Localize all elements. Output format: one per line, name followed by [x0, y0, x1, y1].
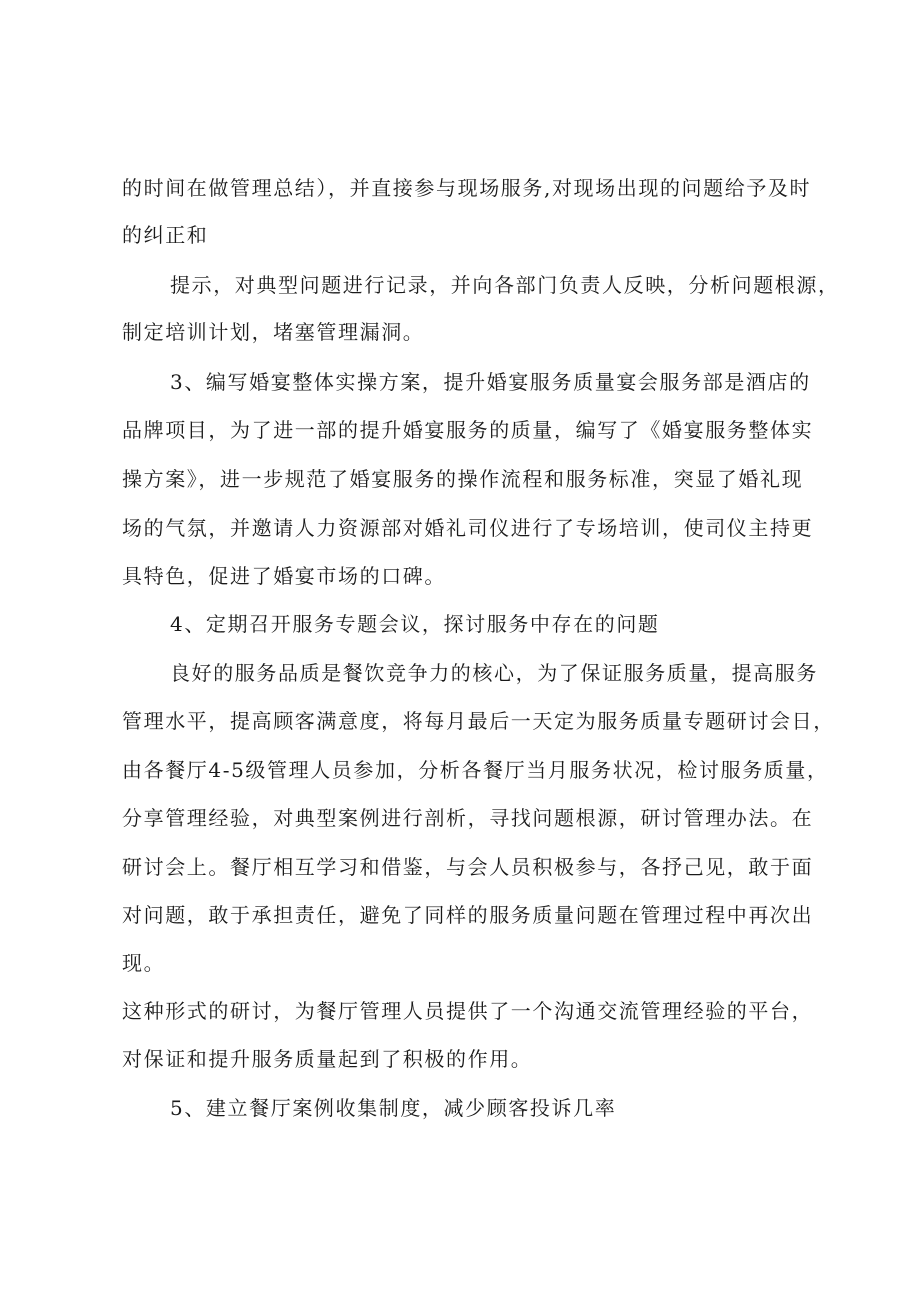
text-line: 的时间在做管理总结），并直接参与现场服务,对现场出现的问题给予及时 — [122, 176, 812, 200]
text-line: 场的气氛，并邀请人力资源部对婚礼司仪进行了专场培训，使司仪主持更 — [122, 516, 814, 540]
text-line: 品牌项目，为了进一部的提升婚宴服务的质量，编写了《婚宴服务整体实 — [122, 418, 814, 442]
text-line: 良好的服务品质是餐饮竞争力的核心，为了保证服务质量，提高服务 — [170, 661, 818, 685]
text-line: 的纠正和 — [122, 223, 209, 247]
text-line: 对保证和提升服务质量起到了积极的作用。 — [122, 1047, 533, 1071]
text-line: 现。 — [122, 951, 166, 975]
text-line: 3、编写婚宴整体实操方案，提升婚宴服务质量宴会服务部是酒店的 — [170, 370, 811, 394]
text-line: 研讨会上。餐厅相互学习和借鉴，与会人员积极参与，各抒己见，敢于面 — [122, 855, 814, 879]
text-line: 5、建立餐厅案例收集制度，减少顾客投诉几率 — [170, 1096, 617, 1120]
text-line: 制定培训计划，堵塞管理漏洞。 — [122, 320, 425, 344]
text-line: 对问题，敢于承担责任，避免了同样的服务质量问题在管理过程中再次出 — [122, 903, 814, 927]
text-line: 分享管理经验，对典型案例进行剖析，寻找问题根源，研讨管理办法。在 — [122, 806, 814, 830]
text-line: 管理水平，提高顾客满意度，将每月最后一天定为服务质量专题研讨会日， — [122, 709, 835, 733]
text-line: 具特色，促进了婚宴市场的口碑。 — [122, 564, 446, 588]
text-line: 这种形式的研讨，为餐厅管理人员提供了一个沟通交流管理经验的平台， — [122, 999, 814, 1023]
text-line: 由各餐厅4-5级管理人员参加，分析各餐厅当月服务状况，检讨服务质量， — [122, 758, 829, 782]
text-line: 操方案》，进一步规范了婚宴服务的操作流程和服务标准，突显了婚礼现 — [122, 467, 804, 491]
text-line: 4、定期召开服务专题会议，探讨服务中存在的问题 — [170, 612, 660, 636]
text-line: 提示，对典型问题进行记录，并向各部门负责人反映，分析问题根源， — [170, 273, 840, 297]
